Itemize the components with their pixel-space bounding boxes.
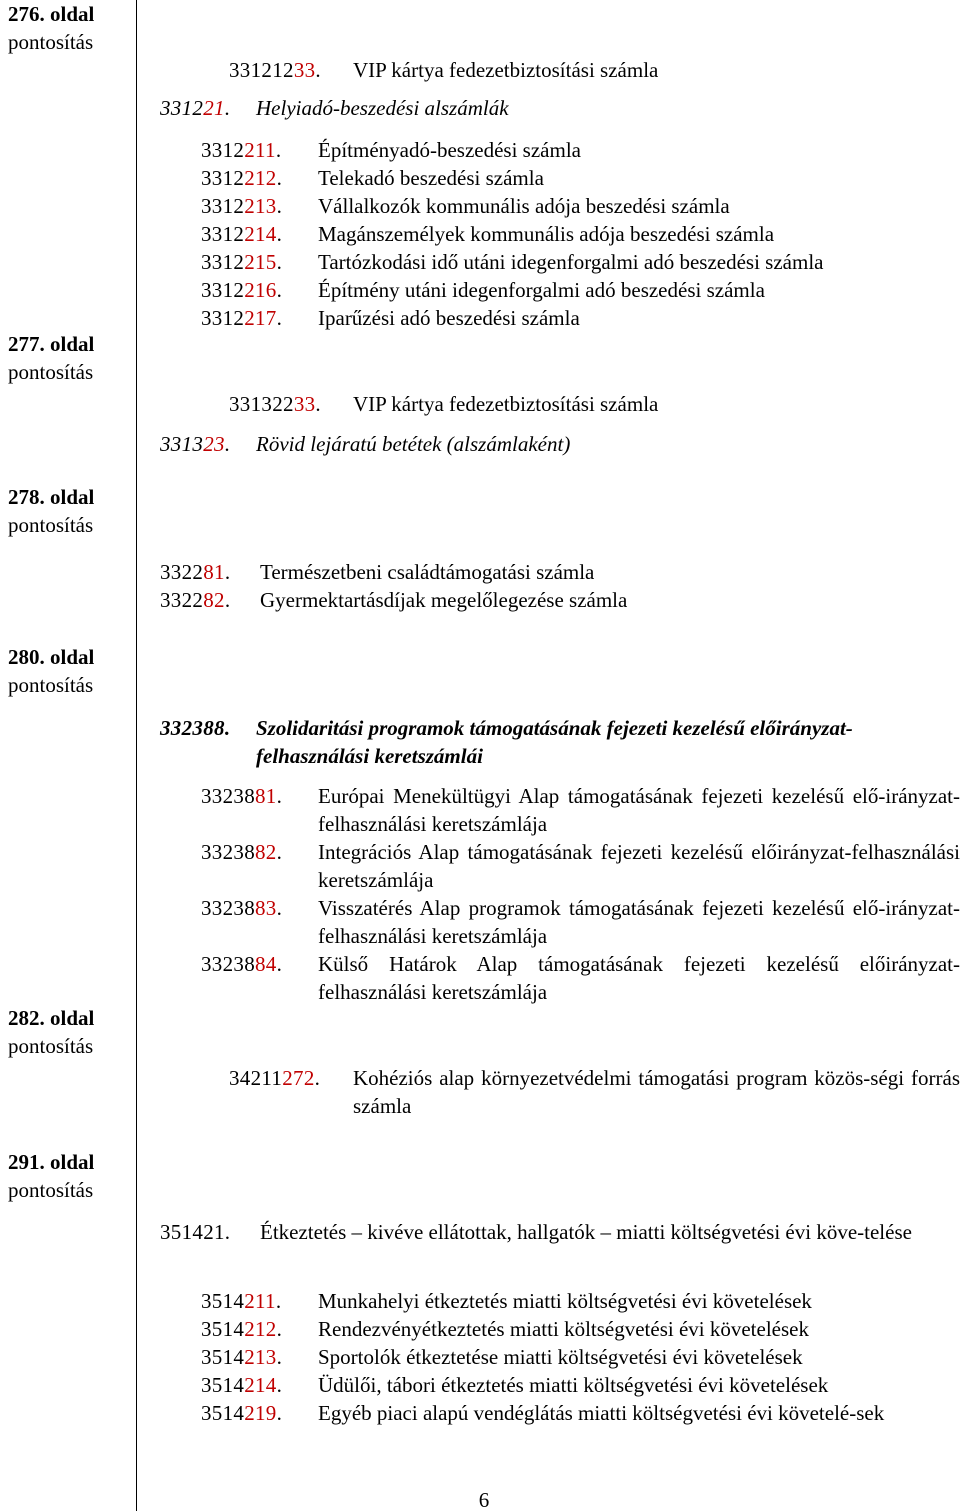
account-label: Természetbeni családtámogatási számla [260,560,595,584]
account-entry [201,1399,960,1427]
code-changed-digits: 216 [244,278,277,302]
code-changed-digits: 214 [244,1373,277,1397]
margin-note [8,0,128,56]
account-label: Iparűzési adó beszedési számla [318,306,580,330]
account-group-heading [160,94,509,122]
code-changed-digits: 82 [255,840,277,864]
code-prefix: 3312 [201,222,245,246]
account-group-heading [160,714,960,770]
code-changed-digits: 212 [244,166,277,190]
account-code: 3312214. [201,222,283,246]
account-label: Építményadó-beszedési számla [318,138,581,162]
account-entry [160,558,594,586]
account-label: Magánszemélyek kommunális adója beszedési számla [318,222,775,246]
account-code: 3514213. [201,1345,283,1369]
margin-note-page: 282. oldal [8,1006,95,1030]
code-changed-digits: 213 [244,194,277,218]
margin-note-page: 277. oldal [8,332,95,356]
account-code: 3312211. [201,138,282,162]
code-prefix: 3322 [160,588,204,612]
code-prefix: 3312 [201,250,245,274]
account-entry [201,1287,812,1315]
account-code: 332388. [160,716,231,740]
code-changed-digits: 84 [255,952,277,976]
account-entry [201,1371,828,1399]
code-changed-digits: 219 [244,1401,277,1425]
margin-note-text: pontosítás [8,1178,94,1202]
account-label: Integrációs Alap támogatásának fejezeti kezelésű előirányzat-felhasználási keretszámlája [318,840,960,892]
account-label: Visszatérés Alap programok támogatásának fejezeti kezelésű elő-irányzat-felhasználási keretszámlája [318,896,960,948]
margin-note-text: pontosítás [8,30,94,54]
code-prefix: 332388 [160,716,225,740]
account-label: Kohéziós alap környezetvédelmi támogatási program közös-ségi forrás számla [353,1066,960,1118]
margin-note-page: 291. oldal [8,1150,95,1174]
account-label: Építmény utáni idegenforgalmi adó beszedési számla [318,278,765,302]
margin-note-page: 280. oldal [8,645,95,669]
account-entry [229,56,658,84]
account-label: Európai Menekültügyi Alap támogatásának fejezeti kezelésű elő-irányzat-felhasználási keretszámlája [318,784,960,836]
margin-note-text: pontosítás [8,1034,94,1058]
code-prefix: 3312 [201,194,245,218]
account-group-heading [160,430,570,458]
margin-note-text: pontosítás [8,513,94,537]
account-code: 3312216. [201,278,283,302]
account-label: Étkeztetés – kivéve ellátottak, hallgatók – miatti költségvetési évi köve-telése [260,1220,912,1244]
account-label: VIP kártya fedezetbiztosítási számla [353,392,659,416]
code-prefix: 3313 [160,432,204,456]
margin-note [8,1148,128,1204]
margin-column [0,0,137,1511]
account-label: VIP kártya fedezetbiztosítási számla [353,58,659,82]
account-label: Rendezvényétkeztetés miatti költségvetési évi követelések [318,1317,809,1341]
account-label: Sportolók étkeztetése miatti költségvetési évi követelések [318,1345,803,1369]
account-entry [201,1315,809,1343]
margin-note [8,483,128,539]
account-entry [201,950,960,1006]
margin-note-page: 278. oldal [8,485,95,509]
code-changed-digits: 33 [293,392,316,416]
account-entry [201,164,544,192]
account-code: 3323884. [201,952,283,976]
code-prefix: 33238 [201,952,255,976]
account-label: Szolidaritási programok támogatásának fejezeti kezelésű előirányzat-felhasználási keretszámlái [256,716,853,768]
account-code: 3312215. [201,250,283,274]
account-label: Külső Határok Alap támogatásának fejezeti kezelésű előirányzat-felhasználási keretszámlája [318,952,960,1004]
account-code: 3312212. [201,166,283,190]
code-prefix: 33238 [201,840,255,864]
code-prefix: 34211 [229,1066,283,1090]
code-changed-digits: 217 [244,306,277,330]
code-changed-digits: 213 [244,1345,277,1369]
account-entry [201,838,960,894]
account-code [160,1218,260,1246]
account-entry [201,220,774,248]
margin-note-page: 276. oldal [8,2,95,26]
account-entry [229,390,658,418]
account-code: 3323882. [201,840,283,864]
account-code: 3514211. [201,1289,282,1313]
account-entry [160,1218,960,1246]
account-label: Helyiadó-beszedési alszámlák [256,96,509,120]
account-code: 3514214. [201,1373,283,1397]
code-prefix: 3514 [201,1373,245,1397]
code-prefix: 3312 [201,166,245,190]
code-prefix: 33238 [201,784,255,808]
account-entry [201,192,730,220]
code-prefix: 3322 [160,560,204,584]
account-code: 34211272. [229,1066,321,1090]
account-label: Egyéb piaci alapú vendéglátás miatti költségvetési évi követelé-sek [318,1401,885,1425]
code-prefix: 331212 [229,58,294,82]
account-code: 3312213. [201,194,283,218]
account-label: Tartózkodási idő utáni idegenforgalmi adó beszedési számla [318,250,824,274]
margin-note [8,330,128,386]
code-changed-digits: 81 [203,560,225,584]
code-changed-digits: 21 [203,96,225,120]
account-code: 3514212. [201,1317,283,1341]
page-number: 6 [478,1488,490,1512]
code-prefix: 3312 [201,138,245,162]
account-code: 3312217. [201,306,283,330]
code-changed-digits: 33 [293,58,316,82]
account-label: Telekadó beszedési számla [318,166,544,190]
code-prefix: 3514 [201,1401,245,1425]
account-entry [201,136,581,164]
account-entry [201,894,960,950]
code-prefix: 331322 [229,392,294,416]
code-changed-digits: 272 [282,1066,315,1090]
code-changed-digits: 81 [255,784,277,808]
account-entry [160,586,627,614]
code-changed-digits: 215 [244,250,277,274]
margin-note-text: pontosítás [8,673,94,697]
code-changed-digits: 211 [244,1289,276,1313]
account-label: Gyermektartásdíjak megelőlegezése számla [260,588,628,612]
account-code: 3323881. [201,784,283,808]
account-entry [201,248,823,276]
code-prefix: 3514 [201,1317,245,1341]
account-entry [201,304,580,332]
account-label: Rövid lejáratú betétek (alszámlaként) [256,432,571,456]
account-code: 332282. [160,588,231,612]
account-entry [229,1064,960,1120]
code-prefix: 3312 [160,96,204,120]
account-code: 332281. [160,560,231,584]
account-entry [201,782,960,838]
account-code: 331221. [160,96,231,120]
code-prefix: 3514 [201,1345,245,1369]
margin-note-text: pontosítás [8,360,94,384]
margin-note [8,1004,128,1060]
account-entry [201,1343,803,1371]
code-changed-digits: 214 [244,222,277,246]
account-code: 331323. [160,432,231,456]
code-prefix: 3312 [201,306,245,330]
margin-note [8,643,128,699]
account-entry [201,276,765,304]
account-code: 3514219. [201,1401,283,1425]
account-code: 33121233. [229,58,321,82]
code-prefix: 3312 [201,278,245,302]
account-label: Üdülői, tábori étkeztetés miatti költségvetési évi követelések [318,1373,829,1397]
code-prefix: 3514 [201,1289,245,1313]
code-prefix: 351421. [160,1220,231,1244]
code-changed-digits: 211 [244,138,276,162]
account-code: 33132233. [229,392,321,416]
code-changed-digits: 83 [255,896,277,920]
code-changed-digits: 23 [203,432,225,456]
code-changed-digits: 82 [203,588,225,612]
code-prefix: 33238 [201,896,255,920]
account-label: Munkahelyi étkeztetés miatti költségvetési évi követelések [318,1289,812,1313]
account-code: 3323883. [201,896,283,920]
code-changed-digits: 212 [244,1317,277,1341]
account-label: Vállalkozók kommunális adója beszedési számla [318,194,730,218]
